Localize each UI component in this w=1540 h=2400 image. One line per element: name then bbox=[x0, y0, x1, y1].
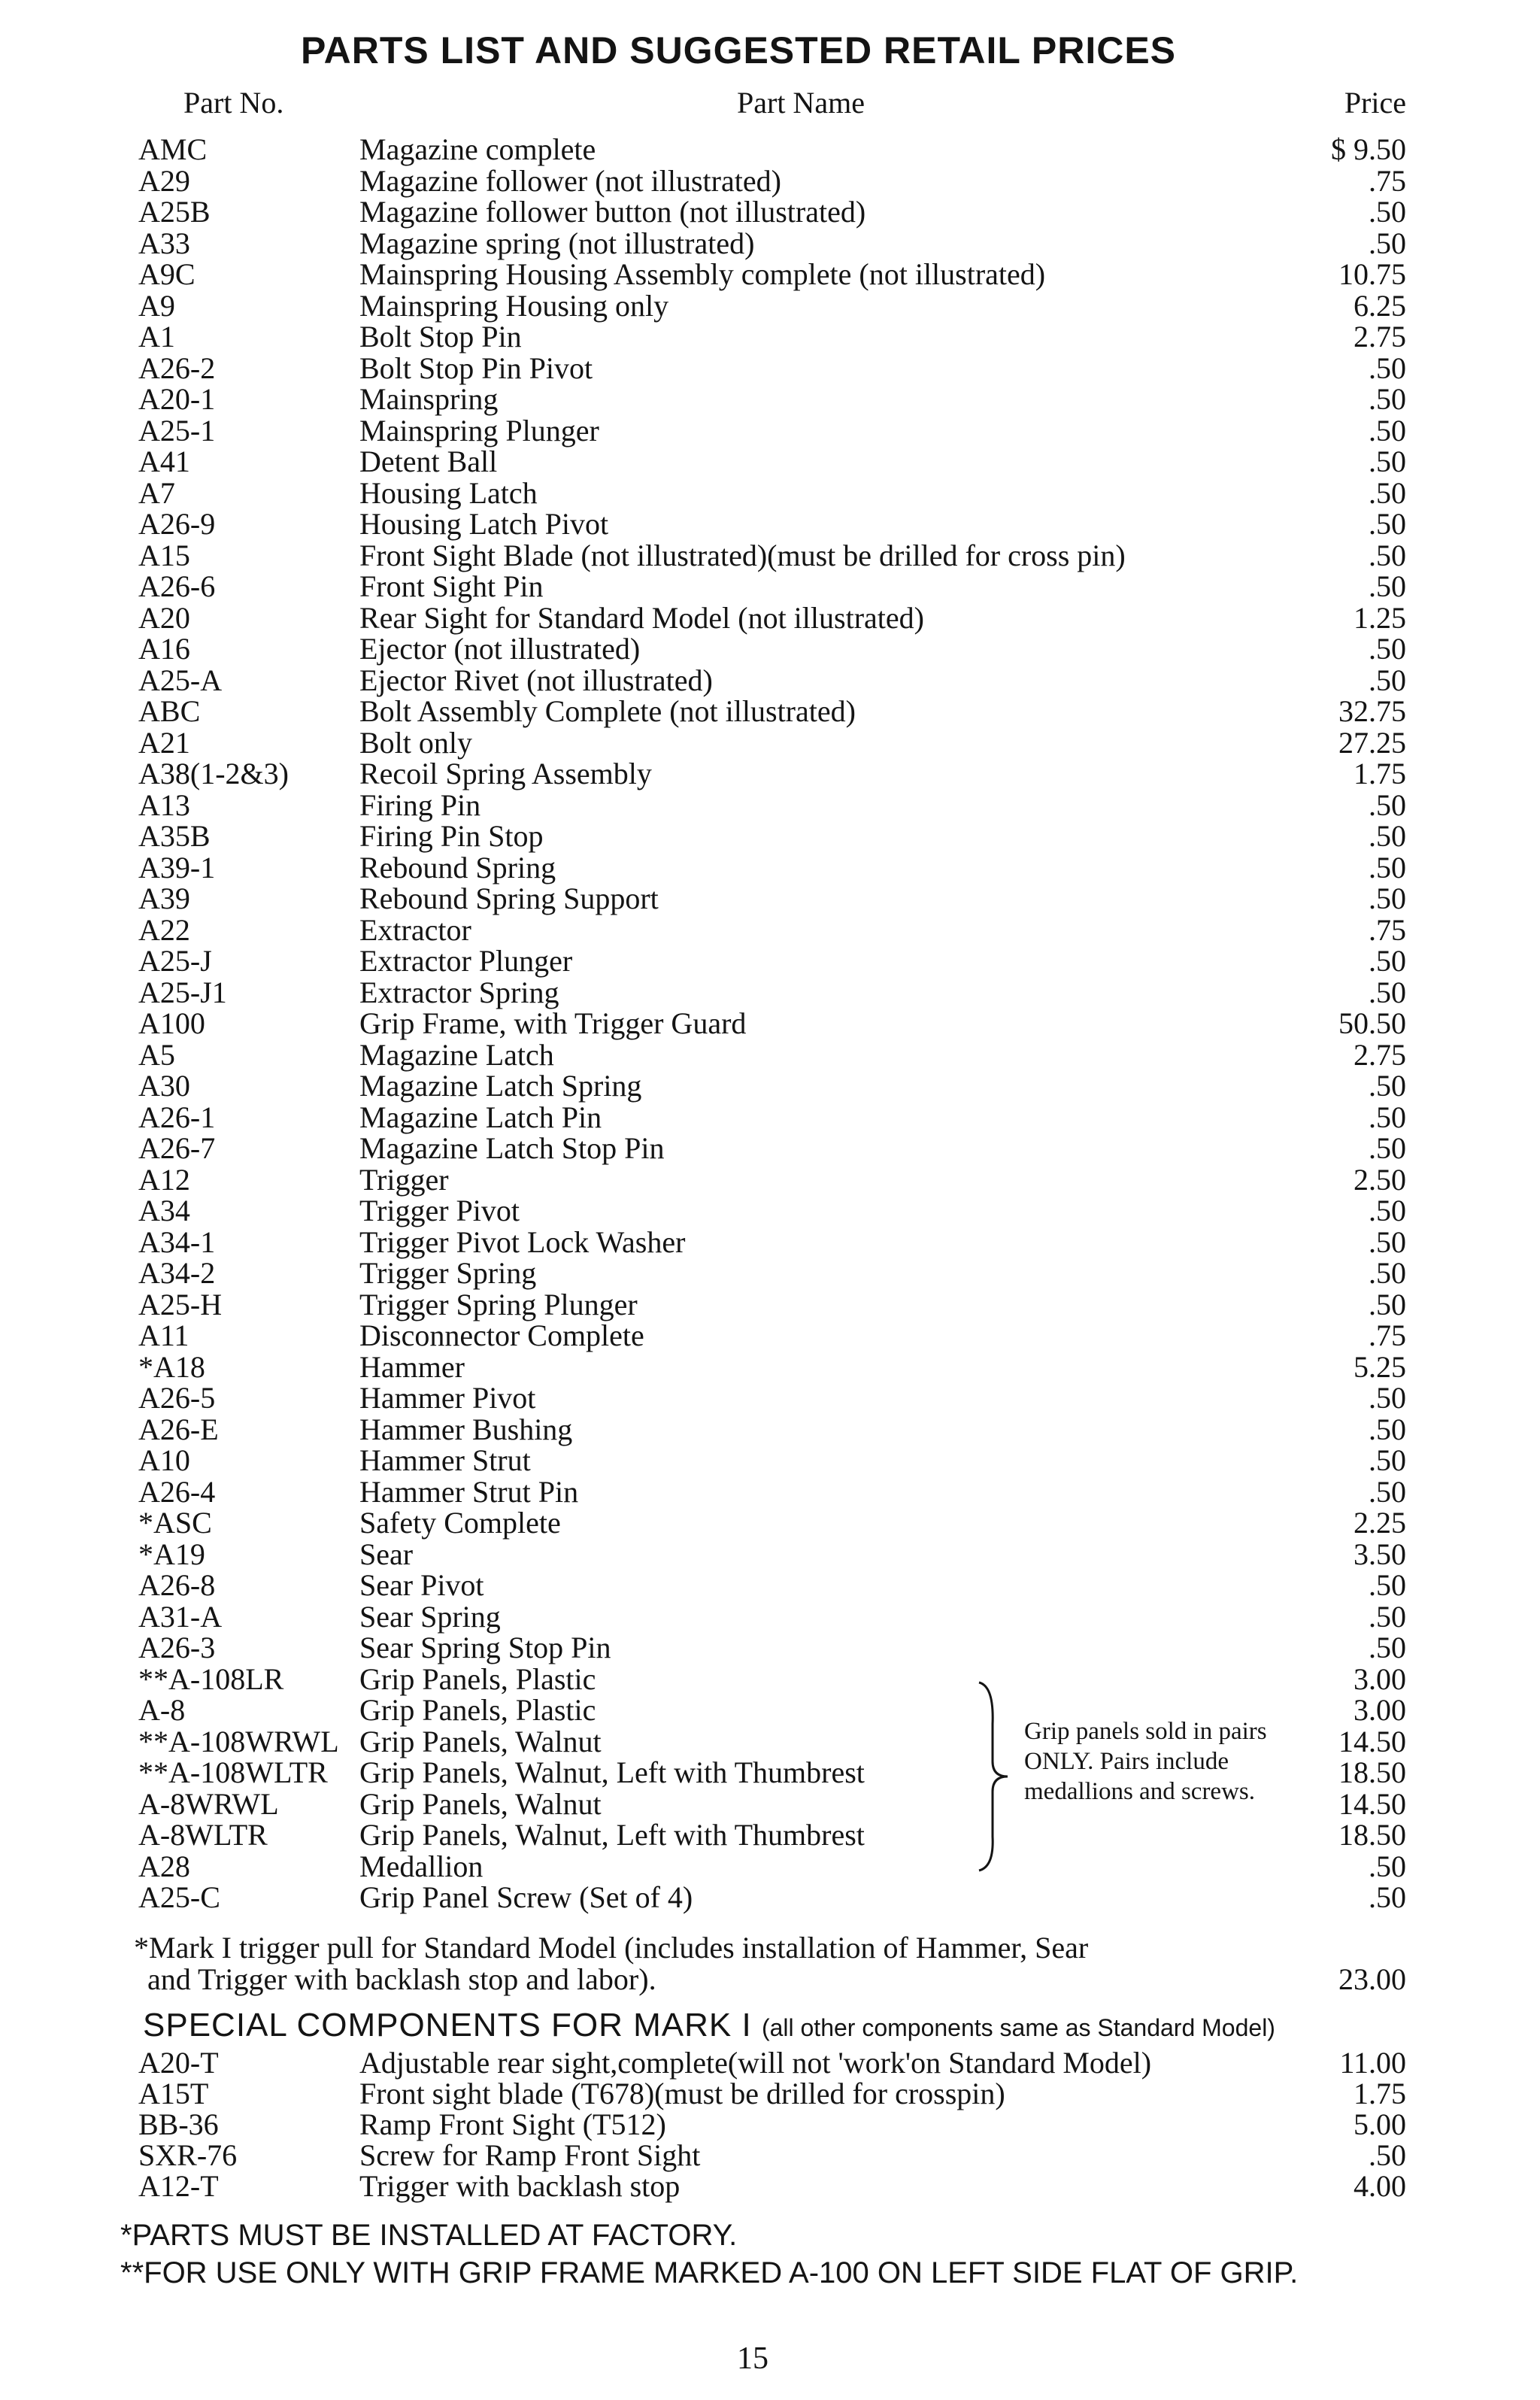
part-number: A11 bbox=[138, 1318, 189, 1352]
table-row bbox=[0, 1258, 1540, 1288]
part-price: 2.50 bbox=[1354, 1162, 1406, 1197]
part-price: .75 bbox=[1369, 912, 1406, 947]
part-name: Magazine Latch Stop Pin bbox=[359, 1131, 665, 1165]
part-number: A26-9 bbox=[138, 507, 216, 541]
part-number: A29 bbox=[138, 163, 190, 198]
table-row bbox=[0, 415, 1540, 446]
part-price: .50 bbox=[1369, 881, 1406, 915]
part-name: Sear Pivot bbox=[359, 1568, 484, 1602]
page-title: PARTS LIST AND SUGGESTED RETAIL PRICES bbox=[301, 29, 1177, 71]
table-row bbox=[0, 321, 1540, 352]
part-number: BB-36 bbox=[138, 2107, 219, 2141]
table-row bbox=[0, 912, 1540, 947]
part-price: .50 bbox=[1369, 1069, 1406, 1103]
part-price: .75 bbox=[1369, 163, 1406, 198]
part-number: A12 bbox=[138, 1162, 190, 1197]
part-name: Medallion bbox=[359, 1849, 484, 1883]
part-price: .50 bbox=[1369, 850, 1406, 884]
part-price: .50 bbox=[1369, 1412, 1406, 1446]
part-price: .50 bbox=[1369, 1100, 1406, 1134]
table-row bbox=[0, 259, 1540, 290]
table-row bbox=[0, 1786, 1540, 1821]
part-name: Bolt Stop Pin bbox=[359, 320, 522, 353]
part-price: .50 bbox=[1369, 445, 1406, 478]
table-row bbox=[0, 1632, 1540, 1663]
table-row bbox=[0, 571, 1540, 602]
part-price: .50 bbox=[1369, 944, 1406, 978]
part-price: .50 bbox=[1369, 538, 1406, 572]
part-number: A25-J bbox=[138, 944, 212, 978]
table-row bbox=[0, 1320, 1540, 1351]
table-row bbox=[0, 475, 1540, 510]
part-name: Grip Panels, Walnut, Left with Thumbrest bbox=[359, 1818, 865, 1852]
part-number: A35B bbox=[138, 819, 211, 853]
table-row bbox=[0, 290, 1540, 321]
mark-note-line1: *Mark I trigger pull for Standard Model (includes installation of Hammer, Sear bbox=[134, 1931, 1089, 1965]
part-price: .75 bbox=[1369, 1318, 1406, 1352]
special-heading-note: (all other components same as Standard Model) bbox=[761, 2014, 1275, 2041]
part-name: Ejector Rivet (not illustrated) bbox=[359, 663, 713, 697]
part-price: .50 bbox=[1369, 663, 1406, 697]
part-number: A20-1 bbox=[138, 382, 216, 416]
part-price: 5.00 bbox=[1354, 2107, 1406, 2141]
part-price: .50 bbox=[1369, 195, 1406, 229]
part-name: Grip Panel Screw (Set of 4) bbox=[359, 1880, 693, 1914]
table-row bbox=[0, 696, 1540, 727]
table-row bbox=[0, 1601, 1540, 1632]
table-row bbox=[0, 1726, 1540, 1757]
part-price: 18.50 bbox=[1338, 1755, 1406, 1789]
table-row bbox=[0, 1349, 1540, 1384]
part-number: A22 bbox=[138, 912, 190, 947]
part-number: *A19 bbox=[138, 1537, 205, 1571]
part-number: A-8WRWL bbox=[138, 1786, 279, 1821]
part-number: A28 bbox=[138, 1849, 190, 1883]
part-number: *A18 bbox=[138, 1349, 205, 1384]
part-number: SXR-76 bbox=[138, 2138, 238, 2172]
part-price: 3.00 bbox=[1354, 1693, 1406, 1727]
table-row bbox=[0, 852, 1540, 883]
table-row bbox=[0, 1882, 1540, 1913]
part-name: Bolt only bbox=[359, 725, 473, 760]
table-row bbox=[0, 1382, 1540, 1413]
footnote-factory: *PARTS MUST BE INSTALLED AT FACTORY. bbox=[120, 2219, 738, 2252]
part-price: 11.00 bbox=[1339, 2046, 1406, 2080]
part-number: A39 bbox=[138, 881, 190, 915]
part-name: Extractor Plunger bbox=[359, 944, 573, 978]
table-row bbox=[0, 1445, 1540, 1476]
table-row bbox=[0, 977, 1540, 1008]
part-price: 27.25 bbox=[1338, 725, 1406, 760]
part-name: Safety Complete bbox=[359, 1506, 561, 1540]
table-row bbox=[0, 2109, 1540, 2140]
table-row bbox=[0, 1008, 1540, 1039]
part-name: Magazine Latch Pin bbox=[359, 1100, 602, 1134]
part-price: .50 bbox=[1369, 1599, 1406, 1634]
part-number: A34-1 bbox=[138, 1224, 216, 1259]
part-name: Bolt Stop Pin Pivot bbox=[359, 350, 593, 385]
part-name: Magazine follower button (not illustrated) bbox=[359, 195, 866, 229]
part-price: .50 bbox=[1369, 413, 1406, 448]
table-row bbox=[0, 1476, 1540, 1507]
footnote-grip-frame: **FOR USE ONLY WITH GRIP FRAME MARKED A-100 ON LEFT SIDE FLAT OF GRIP. bbox=[120, 2256, 1299, 2289]
part-name: Detent Ball bbox=[359, 445, 498, 478]
mark-note-price: 23.00 bbox=[1338, 1962, 1406, 1996]
table-row bbox=[0, 1414, 1540, 1445]
part-number: ABC bbox=[138, 694, 201, 728]
table-row bbox=[0, 2078, 1540, 2109]
part-name: Trigger Pivot bbox=[359, 1194, 520, 1227]
mark-note-line2: and Trigger with backlash stop and labor). bbox=[147, 1962, 656, 1996]
part-price: 14.50 bbox=[1338, 1786, 1406, 1821]
part-price: .50 bbox=[1369, 1131, 1406, 1165]
part-price: 6.25 bbox=[1354, 288, 1406, 323]
part-price: .50 bbox=[1369, 2138, 1406, 2172]
part-price: .50 bbox=[1369, 1194, 1406, 1227]
table-row bbox=[0, 508, 1540, 539]
part-name: Grip Panels, Plastic bbox=[359, 1693, 596, 1727]
table-row bbox=[0, 2140, 1540, 2171]
part-name: Hammer bbox=[359, 1349, 465, 1384]
part-number: A26-2 bbox=[138, 350, 216, 385]
part-number: A33 bbox=[138, 226, 190, 260]
special-heading-text: SPECIAL COMPONENTS FOR MARK I bbox=[143, 2007, 752, 2043]
part-number: A31-A bbox=[138, 1599, 223, 1634]
table-row bbox=[0, 165, 1540, 196]
part-price: .50 bbox=[1369, 1256, 1406, 1290]
part-name: Recoil Spring Assembly bbox=[359, 757, 652, 790]
part-price: .50 bbox=[1369, 1568, 1406, 1602]
part-name: Trigger with backlash stop bbox=[359, 2169, 681, 2203]
table-row bbox=[0, 727, 1540, 758]
part-name: Hammer Strut Pin bbox=[359, 1474, 579, 1509]
part-number: A34 bbox=[138, 1194, 190, 1227]
part-name: Ramp Front Sight (T512) bbox=[359, 2107, 666, 2141]
part-number: A15T bbox=[138, 2077, 209, 2110]
part-number: A25-H bbox=[138, 1287, 223, 1321]
page-number: 15 bbox=[737, 2341, 768, 2376]
part-price: .50 bbox=[1369, 1287, 1406, 1321]
part-name: Rebound Spring bbox=[359, 850, 556, 884]
table-row bbox=[0, 1195, 1540, 1226]
part-name: Front Sight Blade (not illustrated)(must be drilled for cross pin) bbox=[359, 538, 1126, 572]
part-price: 2.75 bbox=[1354, 1037, 1406, 1072]
part-name: Hammer Bushing bbox=[359, 1412, 573, 1446]
part-number: **A-108LR bbox=[138, 1661, 284, 1696]
part-name: Firing Pin bbox=[359, 787, 481, 822]
part-name: Grip Panels, Walnut bbox=[359, 1786, 602, 1821]
header-price: Price bbox=[1344, 86, 1406, 120]
part-price: 32.75 bbox=[1338, 694, 1406, 728]
header-part-name: Part Name bbox=[737, 86, 865, 120]
grip-panels-note: Grip panels sold in pairs ONLY. Pairs include medallions and screws. bbox=[1024, 1718, 1267, 1805]
part-price: $ 9.50 bbox=[1331, 132, 1406, 166]
table-row bbox=[0, 1695, 1540, 1725]
part-number: A9 bbox=[138, 288, 175, 323]
part-number: A38(1-2&3) bbox=[138, 757, 289, 790]
part-price: 14.50 bbox=[1338, 1724, 1406, 1758]
table-row bbox=[0, 1164, 1540, 1195]
part-name: Hammer Pivot bbox=[359, 1381, 536, 1415]
part-number: A100 bbox=[138, 1006, 205, 1040]
part-name: Grip Frame, with Trigger Guard bbox=[359, 1006, 747, 1040]
part-price: .50 bbox=[1369, 382, 1406, 416]
table-row bbox=[0, 1133, 1540, 1164]
part-number: A25B bbox=[138, 195, 211, 229]
part-price: .50 bbox=[1369, 1631, 1406, 1664]
part-number: **A-108WRWL bbox=[138, 1724, 339, 1758]
part-name: Magazine complete bbox=[359, 132, 596, 166]
part-price: 5.25 bbox=[1354, 1349, 1406, 1384]
table-row bbox=[0, 1289, 1540, 1320]
table-row bbox=[0, 1851, 1540, 1882]
part-price: .50 bbox=[1369, 350, 1406, 385]
table-row bbox=[0, 1039, 1540, 1070]
part-number: A26-7 bbox=[138, 1131, 216, 1165]
table-row bbox=[0, 350, 1540, 385]
table-row bbox=[0, 633, 1540, 664]
part-price: 3.50 bbox=[1354, 1537, 1406, 1571]
table-row bbox=[0, 787, 1540, 822]
part-name: Grip Panels, Walnut bbox=[359, 1724, 602, 1758]
part-name: Disconnector Complete bbox=[359, 1318, 644, 1352]
table-row bbox=[0, 1070, 1540, 1101]
part-number: **A-108WLTR bbox=[138, 1755, 328, 1789]
part-number: A12-T bbox=[138, 2169, 219, 2203]
table-row bbox=[0, 758, 1540, 789]
part-number: A26-6 bbox=[138, 569, 216, 603]
part-name: Trigger Pivot Lock Washer bbox=[359, 1224, 686, 1259]
part-name: Sear Spring Stop Pin bbox=[359, 1631, 611, 1664]
part-number: A20 bbox=[138, 600, 190, 635]
part-name: Firing Pin Stop bbox=[359, 819, 544, 853]
table-row bbox=[0, 446, 1540, 477]
part-number: A26-4 bbox=[138, 1474, 216, 1509]
part-number: A7 bbox=[138, 475, 175, 510]
part-number: A25-J1 bbox=[138, 975, 227, 1009]
part-number: A20-T bbox=[138, 2046, 219, 2080]
part-price: 4.00 bbox=[1354, 2169, 1406, 2203]
part-price: 1.75 bbox=[1354, 757, 1406, 790]
part-name: Grip Panels, Plastic bbox=[359, 1661, 596, 1696]
table-row bbox=[0, 540, 1540, 571]
part-name: Mainspring Housing only bbox=[359, 288, 669, 323]
table-row bbox=[0, 2171, 1540, 2201]
part-number: A26-3 bbox=[138, 1631, 216, 1664]
part-number: A21 bbox=[138, 725, 190, 760]
table-row bbox=[0, 1539, 1540, 1570]
part-number: A1 bbox=[138, 320, 175, 353]
part-price: .50 bbox=[1369, 1474, 1406, 1509]
part-name: Magazine Latch bbox=[359, 1037, 554, 1072]
part-price: 3.00 bbox=[1354, 1661, 1406, 1696]
table-row bbox=[0, 883, 1540, 914]
part-number: A39-1 bbox=[138, 850, 216, 884]
part-name: Front sight blade (T678)(must be drilled for crosspin) bbox=[359, 2077, 1005, 2110]
part-price: .50 bbox=[1369, 632, 1406, 666]
part-price: .50 bbox=[1369, 569, 1406, 603]
part-number: A-8 bbox=[138, 1693, 186, 1727]
special-heading bbox=[143, 2007, 1275, 2044]
part-name: Extractor bbox=[359, 912, 471, 947]
part-name: Trigger Spring bbox=[359, 1256, 537, 1290]
table-row bbox=[0, 1102, 1540, 1133]
header-part-no: Part No. bbox=[183, 86, 284, 120]
part-price: 10.75 bbox=[1338, 257, 1406, 291]
part-number: A26-5 bbox=[138, 1381, 216, 1415]
part-price: .50 bbox=[1369, 1443, 1406, 1477]
table-row bbox=[0, 228, 1540, 259]
part-number: A16 bbox=[138, 632, 190, 666]
part-number: A34-2 bbox=[138, 1256, 216, 1290]
part-price: .50 bbox=[1369, 819, 1406, 853]
part-name: Trigger bbox=[359, 1162, 449, 1197]
part-number: A25-C bbox=[138, 1880, 220, 1914]
part-name: Mainspring bbox=[359, 382, 499, 416]
table-row bbox=[0, 1507, 1540, 1538]
part-name: Magazine Latch Spring bbox=[359, 1069, 642, 1103]
part-name: Grip Panels, Walnut, Left with Thumbrest bbox=[359, 1755, 865, 1789]
part-number: A25-A bbox=[138, 663, 223, 697]
part-name: Mainspring Plunger bbox=[359, 413, 599, 448]
part-number: A26-1 bbox=[138, 1100, 216, 1134]
part-name: Front Sight Pin bbox=[359, 569, 544, 603]
part-name: Screw for Ramp Front Sight bbox=[359, 2138, 701, 2172]
part-price: 2.75 bbox=[1354, 320, 1406, 353]
part-number: A26-E bbox=[138, 1412, 219, 1446]
table-row bbox=[0, 665, 1540, 696]
table-row bbox=[0, 196, 1540, 227]
part-number: A25-1 bbox=[138, 413, 216, 448]
part-name: Sear bbox=[359, 1537, 414, 1571]
part-price: 1.25 bbox=[1354, 600, 1406, 635]
table-row bbox=[0, 602, 1540, 633]
part-number: A26-8 bbox=[138, 1568, 216, 1602]
part-name: Mainspring Housing Assembly complete (not illustrated) bbox=[359, 257, 1046, 291]
table-row bbox=[0, 1661, 1540, 1696]
table-row bbox=[0, 1224, 1540, 1259]
part-price: .50 bbox=[1369, 475, 1406, 510]
part-name: Rebound Spring Support bbox=[359, 881, 659, 915]
part-number: A41 bbox=[138, 445, 190, 478]
part-price: .50 bbox=[1369, 507, 1406, 541]
part-number: A30 bbox=[138, 1069, 190, 1103]
table-row bbox=[0, 384, 1540, 414]
table-row bbox=[0, 821, 1540, 851]
part-number: A5 bbox=[138, 1037, 175, 1072]
part-name: Magazine spring (not illustrated) bbox=[359, 226, 755, 260]
part-price: 1.75 bbox=[1354, 2077, 1406, 2110]
part-price: .50 bbox=[1369, 1224, 1406, 1259]
part-number: AMC bbox=[138, 132, 208, 166]
part-number: *ASC bbox=[138, 1506, 212, 1540]
part-number: A15 bbox=[138, 538, 190, 572]
part-name: Ejector (not illustrated) bbox=[359, 632, 641, 666]
part-number: A10 bbox=[138, 1443, 190, 1477]
part-price: 18.50 bbox=[1338, 1818, 1406, 1852]
part-name: Trigger Spring Plunger bbox=[359, 1287, 638, 1321]
part-name: Magazine follower (not illustrated) bbox=[359, 163, 781, 198]
table-row bbox=[0, 134, 1540, 165]
part-price: .50 bbox=[1369, 787, 1406, 822]
part-name: Adjustable rear sight,complete(will not 'work'on Standard Model) bbox=[359, 2046, 1152, 2080]
grip-brace bbox=[972, 1679, 1017, 1874]
part-name: Rear Sight for Standard Model (not illustrated) bbox=[359, 600, 924, 635]
part-number: A-8WLTR bbox=[138, 1818, 268, 1852]
table-row bbox=[0, 2047, 1540, 2078]
part-name: Hammer Strut bbox=[359, 1443, 531, 1477]
part-price: .50 bbox=[1369, 226, 1406, 260]
part-number: A13 bbox=[138, 787, 190, 822]
table-row bbox=[0, 1819, 1540, 1850]
part-price: .50 bbox=[1369, 1381, 1406, 1415]
table-row bbox=[0, 945, 1540, 976]
table-row bbox=[0, 1570, 1540, 1601]
table-row bbox=[0, 1757, 1540, 1788]
part-name: Extractor Spring bbox=[359, 975, 559, 1009]
part-price: .50 bbox=[1369, 1849, 1406, 1883]
part-name: Housing Latch bbox=[359, 475, 538, 510]
part-price: 2.25 bbox=[1354, 1506, 1406, 1540]
part-name: Bolt Assembly Complete (not illustrated) bbox=[359, 694, 856, 728]
part-price: .50 bbox=[1369, 1880, 1406, 1914]
part-price: .50 bbox=[1369, 975, 1406, 1009]
part-price: 50.50 bbox=[1338, 1006, 1406, 1040]
part-name: Housing Latch Pivot bbox=[359, 507, 609, 541]
part-name: Sear Spring bbox=[359, 1599, 501, 1634]
part-number: A9C bbox=[138, 257, 196, 291]
